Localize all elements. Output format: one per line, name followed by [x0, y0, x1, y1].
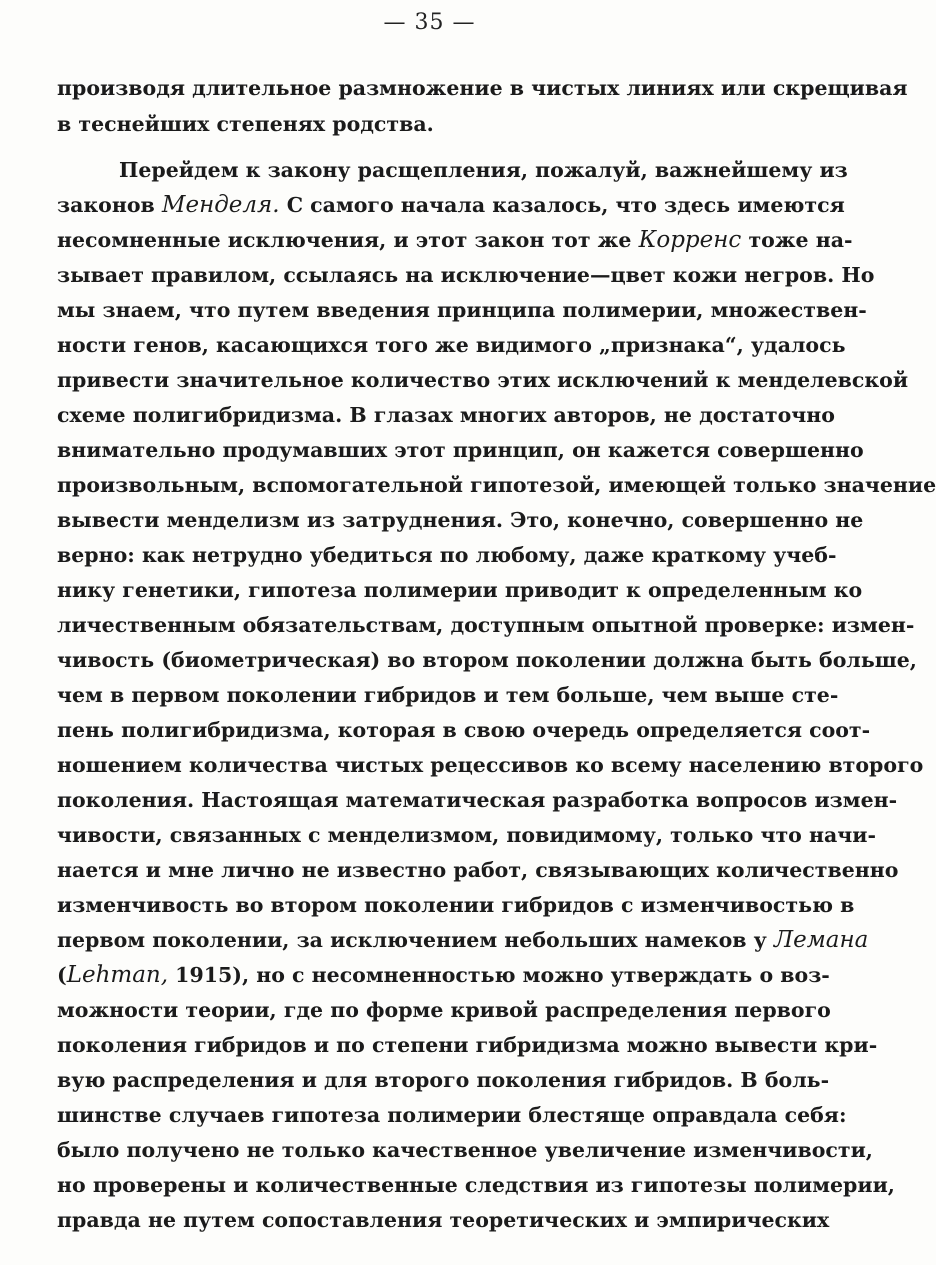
- text-line: зывает правилом, ссылаясь на исключение—цвет кожи негров. Но: [57, 263, 875, 287]
- text-line: произвольным, вспомогательной гипотезой, имеющей только значение: [57, 473, 936, 497]
- text-line: шинстве случаев гипотеза полимерии блестяще оправдала себя:: [57, 1103, 847, 1127]
- text-line: нается и мне лично не известно работ, связывающих количественно: [57, 858, 899, 882]
- line-text-before: первом поколении, за исключением небольших намеков у: [57, 928, 774, 952]
- line-text-after: тоже на-: [741, 228, 853, 252]
- text-line: но проверены и количественные следствия из гипотезы полимерии,: [57, 1173, 895, 1197]
- text-line: ношением количества чистых рецессивов ко всему населению второго: [57, 753, 924, 777]
- text-line: нику генетики, гипотеза полимерии приводит к определенным ко: [57, 578, 863, 602]
- text-line: вывести менделизм из затруднения. Это, конечно, совершенно не: [57, 508, 864, 532]
- text-line: поколения. Настоящая математическая разработка вопросов измен-: [57, 788, 898, 812]
- line-text-before: несомненные исключения, и этот закон тот же: [57, 228, 639, 252]
- text-line: верно: как нетрудно убедиться по любому, даже краткому учеб-: [57, 543, 837, 567]
- text-line: было получено не только качественное увеличение изменчивости,: [57, 1138, 873, 1162]
- text-line: [57, 222, 853, 258]
- line-text-after: С самого начала казалось, что здесь имеются: [279, 193, 845, 217]
- italic-author-name: Lehman,: [66, 962, 169, 988]
- text-line: производя длительное размножение в чистых линиях или скрещивая: [57, 76, 908, 100]
- text-line: [57, 922, 869, 958]
- text-line: мы знаем, что путем введения принципа полимерии, множествен-: [57, 298, 867, 322]
- text-line: [57, 957, 830, 993]
- line-text-after: 1915), но с несомненностью можно утверждать о воз-: [168, 963, 830, 987]
- text-line: пень полигибридизма, которая в свою очередь определяется соот-: [57, 718, 871, 742]
- page-number: — 35 —: [383, 10, 476, 35]
- text-line: изменчивость во втором поколении гибридов с изменчивостью в: [57, 893, 855, 917]
- text-line: ности генов, касающихся того же видимого „признака“, удалось: [57, 333, 846, 357]
- text-line: внимательно продумавших этот принцип, он кажется совершенно: [57, 438, 864, 462]
- text-line: схеме полигибридизма. В глазах многих авторов, не достаточно: [57, 403, 835, 427]
- text-line: привести значительное количество этих исключений к менделевской: [57, 368, 909, 392]
- text-line: в теснейших степенях родства.: [57, 112, 434, 136]
- italic-author-name: Лемана: [773, 927, 869, 953]
- text-line: вую распределения и для второго поколения гибридов. В боль-: [57, 1068, 830, 1092]
- text-line: чем в первом поколении гибридов и тем больше, чем выше сте-: [57, 683, 839, 707]
- italic-author-name: Менделя.: [161, 192, 280, 218]
- text-line: поколения гибридов и по степени гибридизма можно вывести кри-: [57, 1033, 878, 1057]
- text-line: личественным обязательствам, доступным опытной проверке: измен-: [57, 613, 915, 637]
- text-line: Перейдем к закону расщепления, пожалуй, важнейшему из: [119, 158, 848, 182]
- text-line: можности теории, где по форме кривой распределения первого: [57, 998, 831, 1022]
- text-line: чивости, связанных с менделизмом, повидимому, только что начи-: [57, 823, 876, 847]
- line-text-before: (: [57, 963, 67, 987]
- line-text-before: законов: [57, 193, 162, 217]
- text-line: правда не путем сопоставления теоретических и эмпирических: [57, 1208, 830, 1232]
- text-line: чивость (биометрическая) во втором поколении должна быть больше,: [57, 648, 917, 672]
- text-line: [57, 187, 845, 223]
- italic-author-name: Корренс: [638, 227, 742, 253]
